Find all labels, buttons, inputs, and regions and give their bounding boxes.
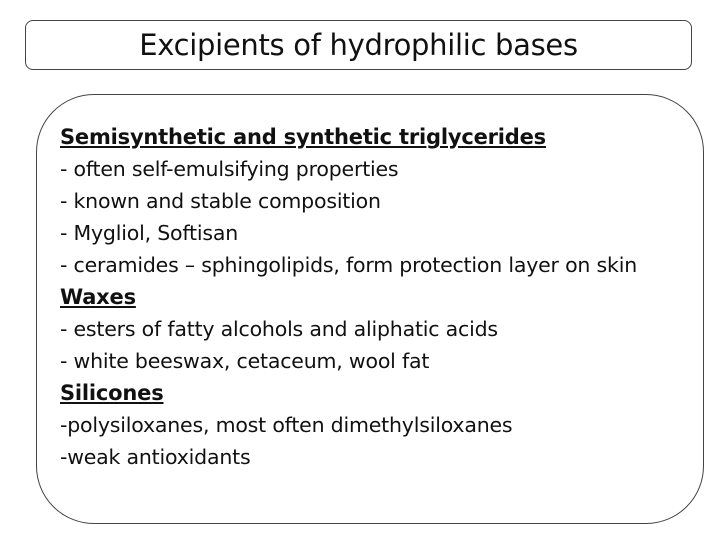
content-body: [60, 121, 690, 473]
list-item: - known and stable composition: [60, 189, 381, 213]
list-item: - often self-emulsifying properties: [60, 157, 399, 181]
section-heading-triglycerides: Semisynthetic and synthetic triglycerides: [60, 125, 546, 149]
list-item: - ceramides – sphingolipids, form protection layer on skin: [60, 253, 637, 277]
list-item: - Mygliol, Softisan: [60, 221, 238, 245]
title-box: [25, 20, 692, 70]
section-heading-waxes: Waxes: [60, 285, 136, 309]
list-item: -weak antioxidants: [60, 445, 251, 469]
slide-title: Excipients of hydrophilic bases: [139, 28, 578, 62]
section-heading-silicones: Silicones: [60, 381, 164, 405]
list-item: - esters of fatty alcohols and aliphatic acids: [60, 317, 498, 341]
list-item: -polysiloxanes, most often dimethylsiloxanes: [60, 413, 513, 437]
list-item: - white beeswax, cetaceum, wool fat: [60, 349, 430, 373]
